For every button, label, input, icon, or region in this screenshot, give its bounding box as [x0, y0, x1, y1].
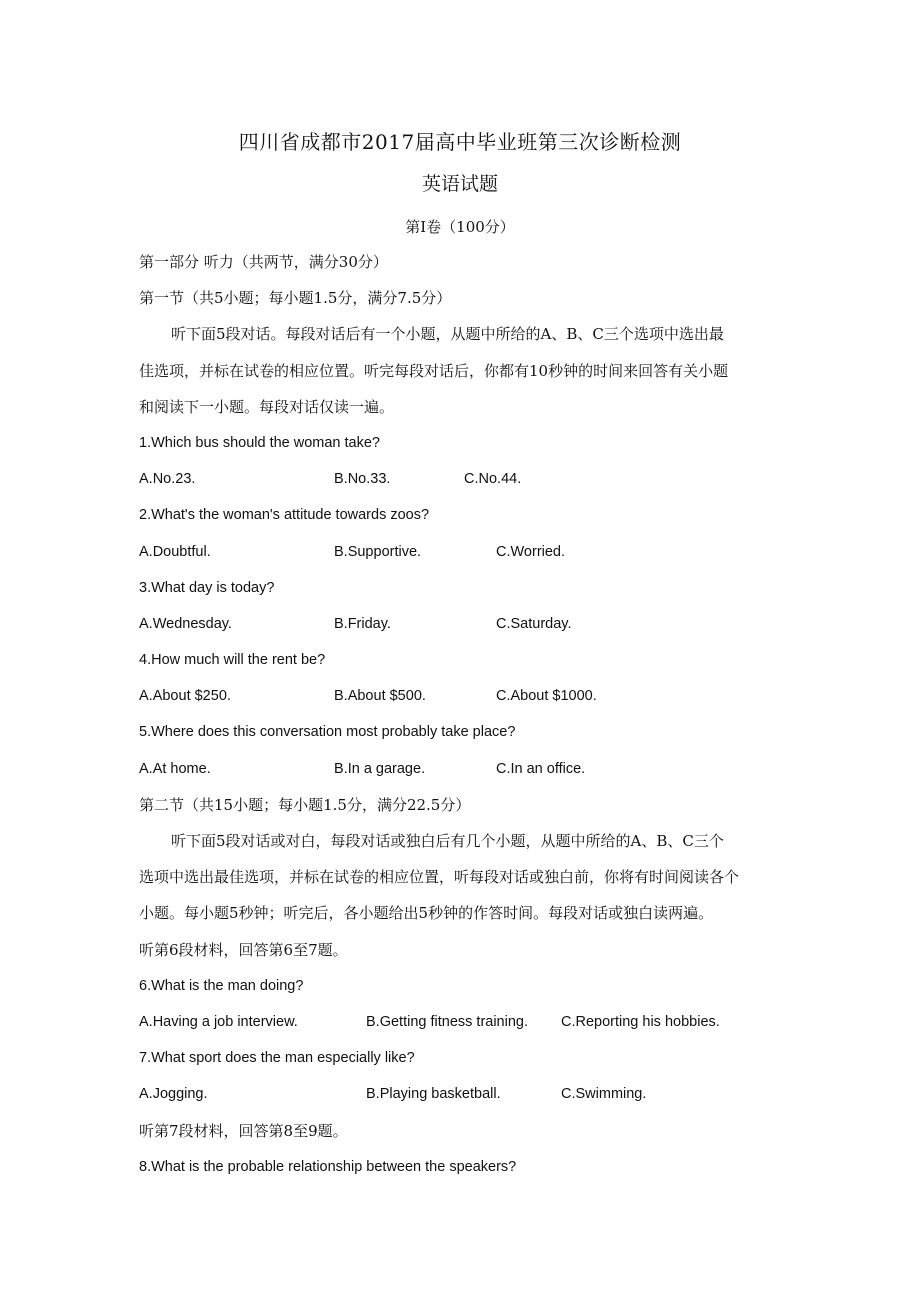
option-c: C.Swimming.	[561, 1086, 647, 1103]
question: 4.How much will the rent be?	[139, 652, 326, 669]
instructions-line: 和阅读下一小题。每段对话仅读一遍。	[139, 397, 395, 416]
options-row	[139, 461, 789, 497]
section-heading: 第一节（共5小题；每小题1.5分，满分7.5分）	[139, 289, 452, 308]
option-b: B.No.33.	[334, 471, 391, 488]
question: 3.What day is today?	[139, 579, 275, 596]
question: 2.What's the woman's attitude towards zoos?	[139, 507, 430, 524]
instructions-line: 小题。每小题5秒钟；听完后，各小题给出5秒钟的作答时间。每段对话或独白读两遍。	[139, 904, 714, 923]
instructions-line: 听下面5段对话或对白，每段对话或独白后有几个小题，从题中所给的A、B、C三个	[171, 832, 724, 850]
instructions-line: 选项中选出最佳选项，并标在试卷的相应位置，听每段对话或独白前，你将有时间阅读各个	[139, 868, 740, 887]
exam-body	[139, 244, 789, 1185]
instructions-line: 听下面5段对话。每段对话后有一个小题，从题中所给的A、B、C三个选项中选出最	[171, 325, 724, 344]
options-row	[139, 1076, 789, 1112]
option-b: B.About $500.	[334, 688, 426, 705]
options-row	[139, 678, 789, 714]
option-c: C.Saturday.	[496, 615, 572, 632]
option-b: B.Getting fitness training.	[366, 1013, 528, 1030]
options-row	[139, 751, 789, 787]
option-c: C.Worried.	[496, 543, 566, 560]
material-note: 听第7段材料，回答第8至9题。	[139, 1121, 348, 1140]
option-b: B.Friday.	[334, 615, 391, 632]
option-a: A.Wednesday.	[139, 615, 232, 632]
question: 8.What is the probable relationship between the speakers?	[139, 1158, 517, 1175]
option-a: A.At home.	[139, 760, 211, 777]
option-c: C.About $1000.	[496, 688, 597, 705]
option-c: C.In an office.	[496, 760, 586, 777]
option-a: A.Having a job interview.	[139, 1013, 298, 1030]
question: 5.Where does this conversation most probably take place?	[139, 724, 516, 741]
material-note: 听第6段材料，回答第6至7题。	[139, 940, 348, 959]
question: 7.What sport does the man especially like?	[139, 1050, 415, 1067]
options-row	[139, 534, 789, 570]
section-heading: 第二节（共15小题；每小题1.5分，满分22.5分）	[139, 795, 471, 814]
volume-heading: 第Ⅰ卷（100分）	[405, 218, 515, 236]
option-c: C.Reporting his hobbies.	[561, 1013, 720, 1030]
question: 1.Which bus should the woman take?	[139, 434, 380, 451]
option-a: A.Doubtful.	[139, 543, 211, 560]
part-heading: 第一部分 听力（共两节，满分30分）	[139, 253, 388, 271]
option-a: A.Jogging.	[139, 1086, 208, 1103]
option-b: B.Supportive.	[334, 543, 422, 560]
exam-subtitle: 英语试题	[421, 173, 498, 195]
option-b: B.In a garage.	[334, 760, 426, 777]
option-a: A.About $250.	[139, 688, 231, 705]
instructions-line: 佳选项，并标在试卷的相应位置。听完每段对话后，你都有10秒钟的时间来回答有关小题	[139, 361, 729, 380]
option-c: C.No.44.	[464, 471, 522, 488]
question: 6.What is the man doing?	[139, 977, 304, 994]
exam-title: 四川省成都市2017届高中毕业班第三次诊断检测	[238, 130, 682, 154]
options-row	[139, 1004, 789, 1040]
option-a: A.No.23.	[139, 471, 196, 488]
option-b: B.Playing basketball.	[366, 1086, 501, 1103]
options-row	[139, 606, 789, 642]
